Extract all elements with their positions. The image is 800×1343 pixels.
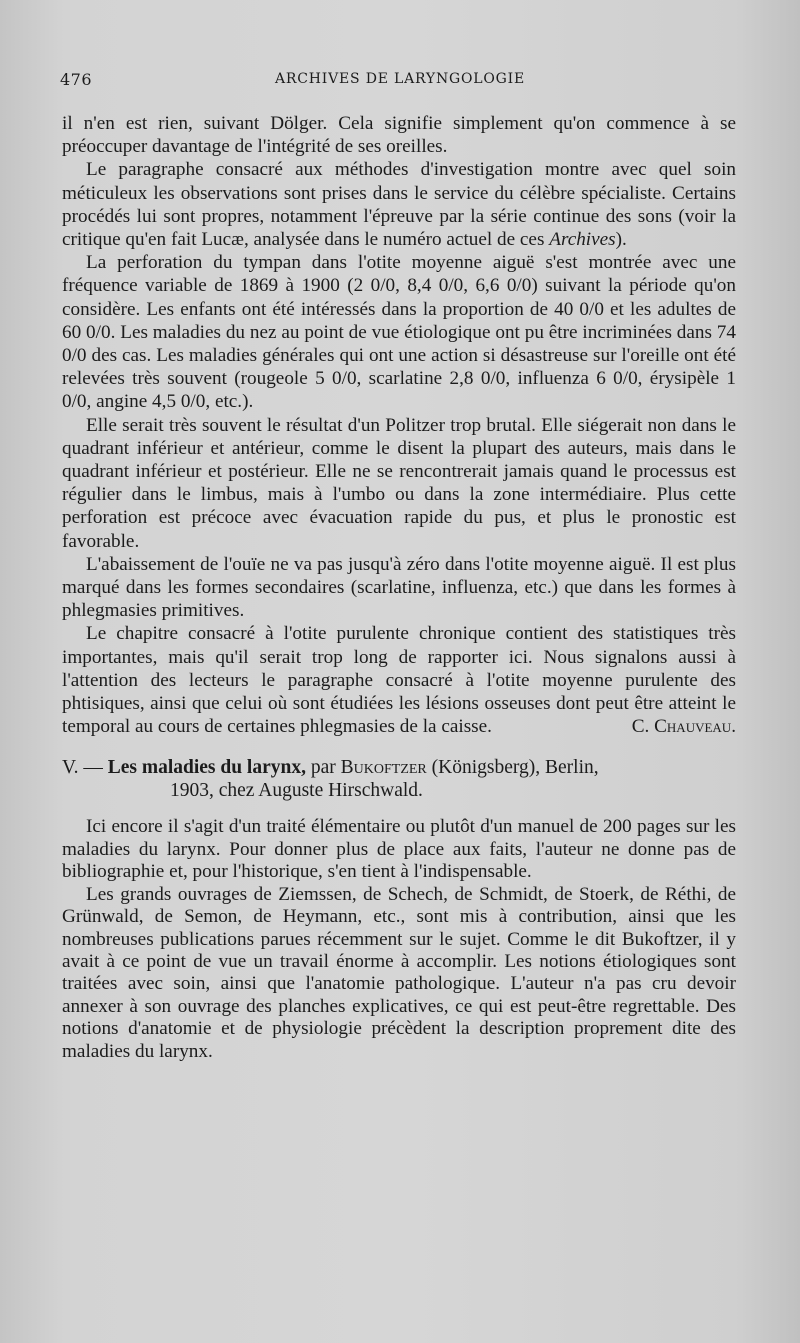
running-head: ARCHIVES DE LARYNGOLOGIE <box>275 71 525 87</box>
section-by: par <box>310 757 336 779</box>
section-title: Les maladies du larynx, <box>107 757 306 779</box>
paragraph-4: Elle serait très souvent le résultat d'un Politzer trop brutal. Elle siégerait non dans le quadrant inférieur et antérieur, comme le disent la plupart des auteurs, mais dans le quadrant inférieur et postérieur. Elle ne se rencontrerait jamais quand le processus est régulier dans le limbus, mais à l'umbo ou dans la zone intermédiaire. Plus cette perforation est précoce avec évacuation rapide du pus, et plus le pronostic est favorable. <box>62 414 736 552</box>
page-header <box>60 70 740 94</box>
page-body <box>62 112 736 1063</box>
review <box>62 816 736 1062</box>
paragraph-3: La perforation du tympan dans l'otite moyenne aiguë s'est montrée avec une fréquence variable de 1869 à 1900 (2 0/0, 8,4 0/0, 6,6 0/0) suivant la période qu'on considère. Les enfants ont été intéressés dans la proportion de 40 0/0 et les adultes de 60 0/0. Les maladies du nez au point de vue étiologique ont pu être incriminées dans 74 0/0 des cas. Les maladies générales qui ont une action si désastreuse sur l'oreille ont été relevées très souvent (rougeole 5 0/0, scarlatine 2,8 0/0, influenza 6 0/0, érysipèle 1 0/0, angine 4,5 0/0, etc.). <box>62 252 736 413</box>
review-paragraph-2: Les grands ouvrages de Ziemssen, de Schech, de Schmidt, de Stoerk, de Réthi, de Grünwald, de Semon, de Heymann, etc., sont mis à contribution, ainsi que les nombreuses publications parues récemment sur le sujet. Comme le dit Bukoftzer, il y avait à ce point de vue un travail énorme à accomplir. Les notions étiologiques sont traitées avec soin, ainsi que l'anatomie pathologique. L'auteur n'a pas cru devoir annexer à son ouvrage des planches explicatives, ce qui est peut-être regrettable. Des notions d'anatomie et de physiologie précèdent la description proprement dite des maladies du larynx. <box>62 883 736 1062</box>
paragraph-1: il n'en est rien, suivant Dölger. Cela signifie simplement qu'on commence à se préoccuper davantage de l'intégrité de ses oreilles. <box>62 113 736 158</box>
section-author: Bukoftzer <box>340 757 427 779</box>
archives-italic: Archives <box>549 229 616 251</box>
paragraph-2-end: ). <box>615 229 627 251</box>
section-heading <box>62 756 736 802</box>
paragraph-6-text: Le chapitre consacré à l'otite purulente chronique contient des statistiques très importantes, mais qu'il serait trop long de rapporter ici. Nous signalons aussi à l'attention des lecteurs le paragraphe consacré à l'otite moyenne purulente des phtisiques, ainsi que celui où sont étudiées les lésions osseuses dont peut être atteint le temporal au cours de certaines phlegmasies de la caisse. <box>62 623 736 738</box>
section-place-1: (Königsberg), Berlin, <box>431 757 599 779</box>
section-number: V. — <box>62 757 103 779</box>
paragraph-6 <box>62 622 736 738</box>
paragraph-2-text: Le paragraphe consacré aux méthodes d'investigation montre avec quel soin méticuleux les observations sont prises dans le service du célèbre spécialiste. Certains procédés lui sont propres, notamment l'épreuve par la série continue des sons (voir la critique qu'en fait Lucæ, analysée dans le numéro actuel de ces <box>62 159 736 251</box>
section-place-2: 1903, chez Auguste Hirschwald. <box>170 780 423 802</box>
paragraph-2 <box>62 158 736 251</box>
page-number: 476 <box>60 70 93 89</box>
review-paragraph-1: Ici encore il s'agit d'un traité élémentaire ou plutôt d'un manuel de 200 pages sur les maladies du larynx. Pour donner plus de place aux faits, l'auteur ne donne pas de bibliographie et, pour l'historique, s'en tient à l'indispensable. <box>62 816 736 883</box>
paragraph-5: L'abaissement de l'ouïe ne va pas jusqu'à zéro dans l'otite moyenne aiguë. Il est plus marqué dans les formes secondaires (scarlatine, influenza, etc.) que dans les formes à phlegmasies primitives. <box>62 553 736 622</box>
signature: C. Chauveau. <box>631 716 736 738</box>
